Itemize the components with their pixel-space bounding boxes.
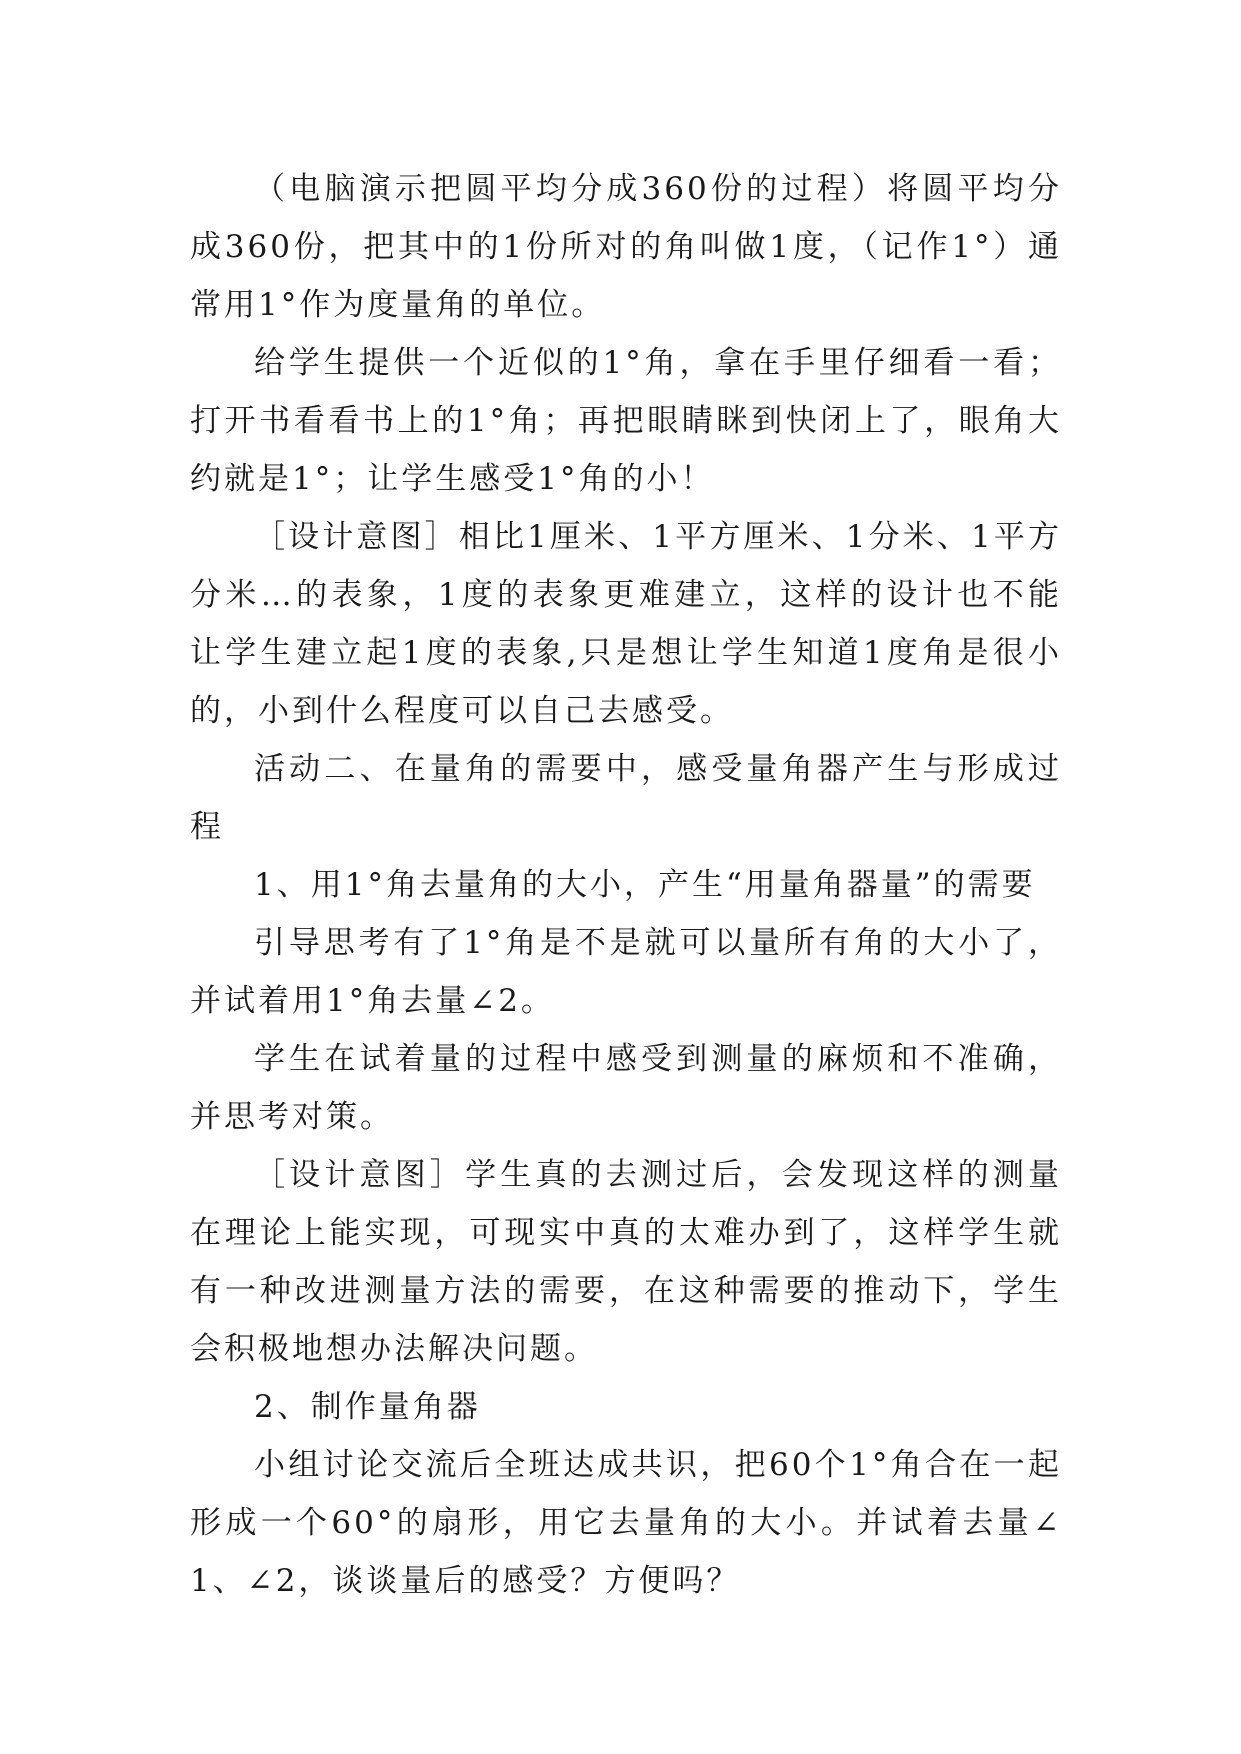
paragraph-guide-thinking: 引导思考有了1°角是不是就可以量所有角的大小了，并试着用1°角去量∠2。	[190, 925, 1062, 1019]
paragraph-student-trial: 学生在试着量的过程中感受到测量的麻烦和不准确，并思考对策。	[190, 1041, 1062, 1135]
paragraph-feel-one-degree: 给学生提供一个近似的1°角，拿在手里仔细看一看；打开书看看书上的1°角；再把眼睛眯到快闭上了，眼角大约就是1°；让学生感受1°角的小！	[190, 345, 1062, 497]
paragraph-design-intent-2: ［设计意图］学生真的去测过后，会发现这样的测量在理论上能实现，可现实中真的太难办到了，这样学生就有一种改进测量方法的需要，在这种需要的推动下，学生会积极地想办法解决问题。	[190, 1157, 1062, 1367]
paragraph-activity-two-heading: 活动二、在量角的需要中，感受量角器产生与形成过程	[190, 751, 1062, 845]
paragraph-step-two-heading: 2、制作量角器	[254, 1389, 481, 1425]
paragraph-group-discussion: 小组讨论交流后全班达成共识，把60个1°角合在一起形成一个60°的扇形，用它去量角的大小。并试着去量∠1、∠2，谈谈量后的感受？方便吗？	[190, 1447, 1062, 1599]
paragraph-intro-degree: （电脑演示把圆平均分成360份的过程）将圆平均分成360份，把其中的1份所对的角叫做1度，（记作1°）通常用1°作为度量角的单位。	[190, 171, 1062, 323]
document-page	[190, 160, 1062, 1610]
paragraph-step-one-heading: 1、用1°角去量角的大小，产生“用量角器量”的需要	[254, 867, 1036, 903]
paragraph-design-intent-1: ［设计意图］相比1厘米、1平方厘米、1分米、1平方分米…的表象，1度的表象更难建立，这样的设计也不能让学生建立起1度的表象,只是想让学生知道1度角是很小的，小到什么程度可以自己去感受。	[190, 519, 1062, 729]
